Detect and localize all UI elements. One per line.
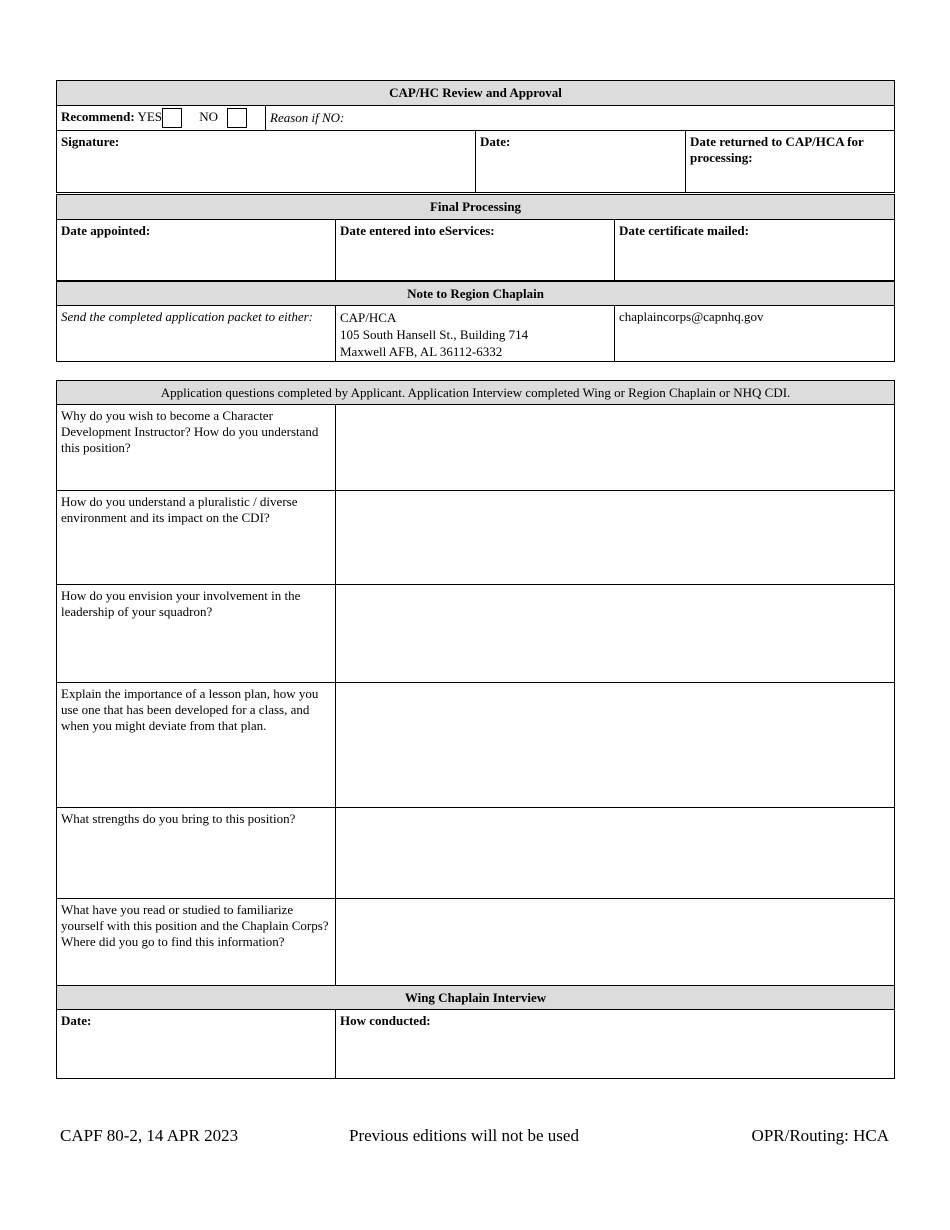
question-6: What have you read or studied to familiarize yourself with this position and the Chaplain Corps? Where did you go to find this information? [56, 898, 336, 986]
question-2: How do you understand a pluralistic / diverse environment and its impact on the CDI? [56, 490, 336, 585]
date-certificate-field[interactable]: Date certificate mailed: [614, 219, 895, 281]
recommend-row [56, 105, 266, 131]
opr-routing: OPR/Routing: HCA [751, 1126, 889, 1145]
yes-label: YES [137, 108, 162, 124]
answer-5-field[interactable] [335, 807, 895, 899]
no-label: NO [199, 108, 219, 124]
interview-header: Wing Chaplain Interview [56, 985, 895, 1010]
address-line-2: 105 South Hansell St., Building 714 [340, 327, 529, 342]
note-header: Note to Region Chaplain [56, 281, 895, 306]
send-instruction: Send the completed application packet to either: [56, 305, 336, 362]
how-conducted-field[interactable]: How conducted: [335, 1009, 895, 1079]
answer-4-field[interactable] [335, 682, 895, 808]
address-line-1: CAP/HCA [340, 310, 397, 325]
interview-date-field[interactable]: Date: [56, 1009, 336, 1079]
date-returned-field[interactable]: Date returned to CAP/HCA for processing: [685, 130, 895, 193]
final-processing-header: Final Processing [56, 194, 895, 220]
answer-1-field[interactable] [335, 404, 895, 491]
no-checkbox[interactable] [227, 108, 247, 128]
question-4: Explain the importance of a lesson plan, how you use one that has been developed for a class, and when you might deviate from that plan. [56, 682, 336, 808]
answer-3-field[interactable] [335, 584, 895, 683]
recommend-label: Recommend: [61, 108, 135, 124]
answer-6-field[interactable] [335, 898, 895, 986]
question-5: What strengths do you bring to this position? [56, 807, 336, 899]
questions-header: Application questions completed by Applicant. Application Interview completed Wing or Region Chaplain or NHQ CDI. [56, 380, 895, 405]
answer-2-field[interactable] [335, 490, 895, 585]
form-id: CAPF 80-2, 14 APR 2023 [60, 1126, 239, 1145]
reason-if-no-field[interactable]: Reason if NO: [265, 105, 895, 131]
address-line-3: Maxwell AFB, AL 36112-6332 [340, 344, 503, 359]
question-1: Why do you wish to become a Character Development Instructor? How do you understand this position? [56, 404, 336, 491]
date-appointed-field[interactable]: Date appointed: [56, 219, 336, 281]
editions-notice: Previous editions will not be used [349, 1126, 579, 1145]
date-entered-field[interactable]: Date entered into eServices: [335, 219, 615, 281]
mailing-address [335, 305, 615, 362]
signature-field[interactable]: Signature: [56, 130, 476, 193]
review-date-field[interactable]: Date: [475, 130, 686, 193]
email-address: chaplaincorps@capnhq.gov [614, 305, 895, 362]
review-header: CAP/HC Review and Approval [56, 80, 895, 106]
yes-checkbox[interactable] [162, 108, 182, 128]
question-3: How do you envision your involvement in the leadership of your squadron? [56, 584, 336, 683]
